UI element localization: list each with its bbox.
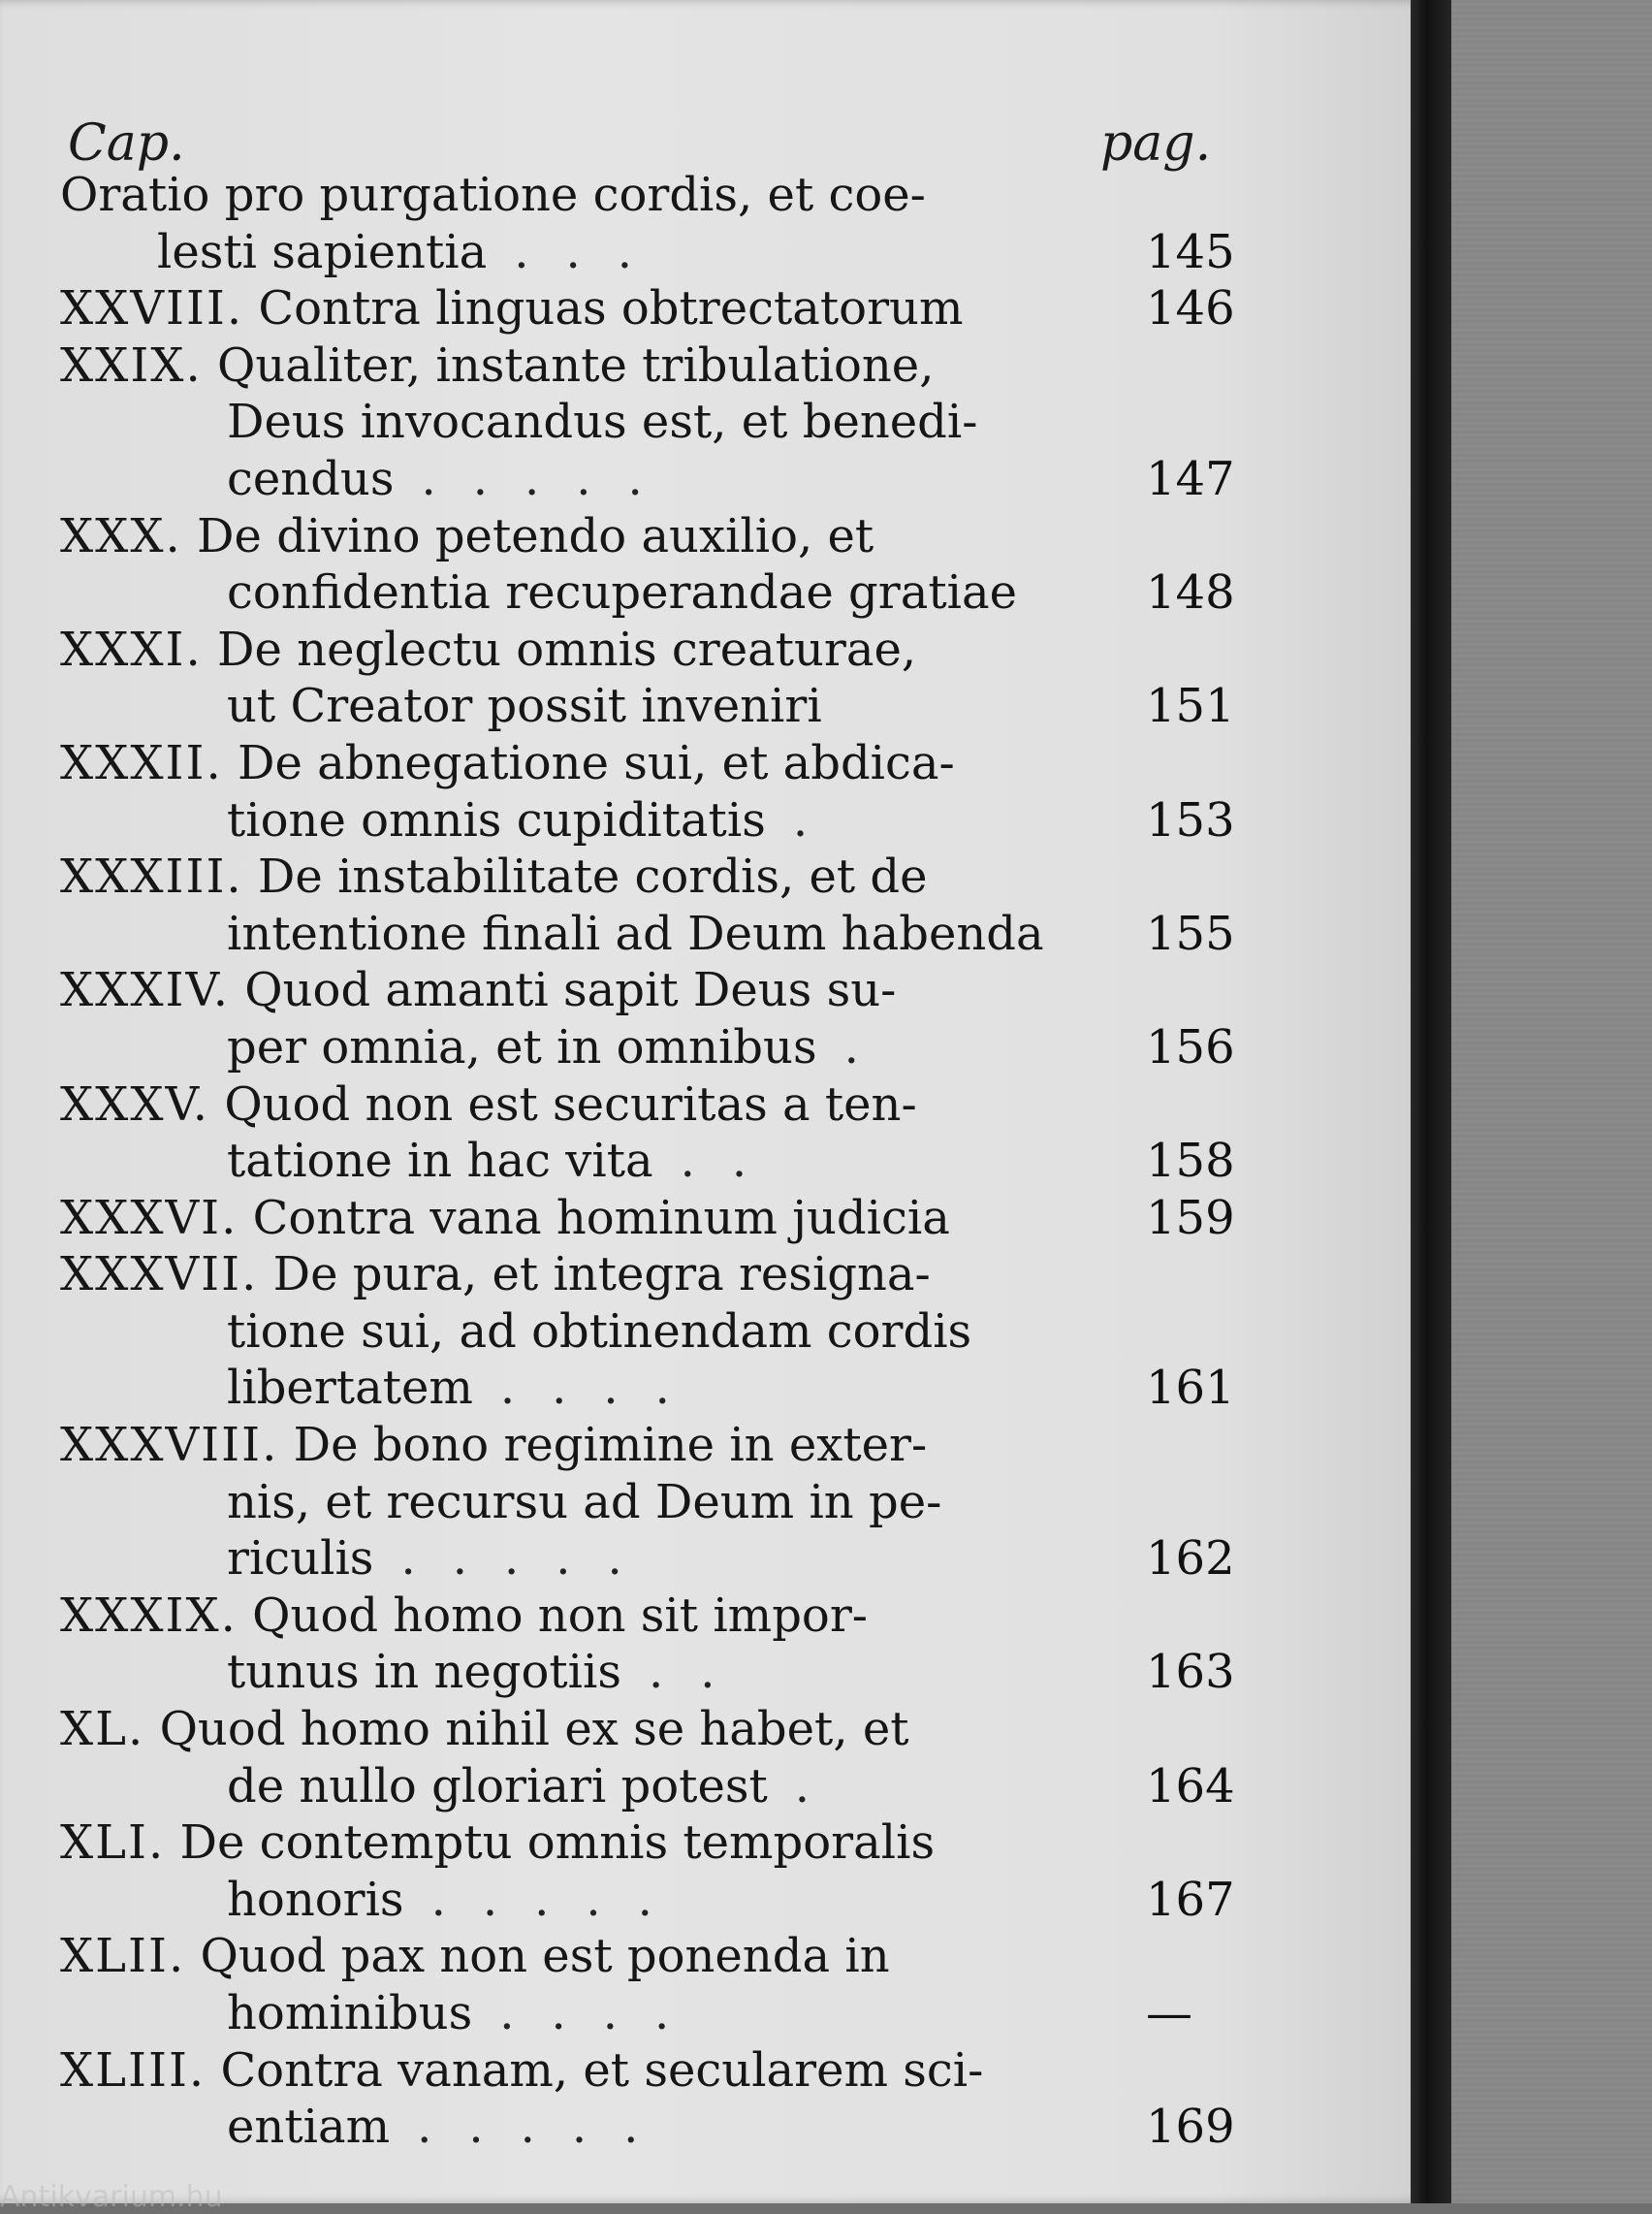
toc-line: [60, 735, 1233, 792]
book-spine: [1411, 0, 1451, 2203]
chapter-number: XXXV.: [60, 1076, 210, 1132]
leader-dots: .....: [417, 2100, 676, 2155]
toc-line: [60, 1360, 1233, 1417]
chapter-title: entiam: [227, 2100, 391, 2155]
toc-line: [60, 1246, 1233, 1303]
chapter-title: intentione finali ad Deum habenda: [227, 906, 1044, 961]
page-number: 147: [1146, 451, 1235, 506]
page-number: 158: [1146, 1134, 1235, 1189]
leader-dots: .: [792, 792, 845, 848]
chapter-title: De pura, et integra resigna-: [272, 1247, 931, 1302]
chapter-title: Deus invocandus est, et benedi-: [227, 395, 978, 450]
toc-line: [60, 1133, 1233, 1190]
toc-line: [60, 451, 1233, 508]
chapter-number: XXVIII.: [60, 281, 244, 337]
cover-cloth: [1451, 0, 1652, 2203]
toc-line: [60, 622, 1233, 679]
leader-dots: .: [843, 1019, 896, 1075]
toc-line: [60, 1076, 1233, 1134]
leader-dots: ..: [680, 1134, 784, 1189]
toc-line: [60, 1928, 1233, 1985]
cap-column-label: Cap.: [68, 114, 185, 173]
chapter-number: XXXIV.: [60, 963, 231, 1018]
chapter-number: XLII.: [60, 1929, 186, 1984]
chapter-title: tatione in hac vita: [227, 1134, 653, 1189]
toc-line: [60, 1417, 1233, 1474]
page-number: 164: [1146, 1758, 1235, 1813]
page-number: 159: [1146, 1190, 1235, 1245]
chapter-title: de nullo gloriari potest: [227, 1758, 768, 1813]
chapter-title: Contra vanam, et secularem sci-: [220, 2042, 984, 2098]
chapter-title: cendus: [227, 451, 395, 506]
toc-line: [60, 337, 1233, 395]
chapter-number: XXXII.: [60, 735, 223, 790]
page-number: 148: [1146, 565, 1235, 621]
toc-line: [60, 849, 1233, 906]
page-number: 153: [1146, 792, 1235, 848]
chapter-number: XXXVI.: [60, 1190, 238, 1245]
chapter-title: riculis: [227, 1531, 374, 1587]
chapter-number: XLI.: [60, 1815, 166, 1871]
chapter-title: Qualiter, instante tribulatione,: [217, 337, 935, 393]
chapter-title: per omnia, et in omnibus: [227, 1019, 817, 1075]
pag-column-label: pag.: [1100, 114, 1212, 173]
chapter-title: Quod homo non sit impor-: [252, 1588, 868, 1643]
chapter-title: tione omnis cupiditatis: [227, 792, 766, 848]
toc-line: [60, 564, 1233, 622]
chapter-title: Oratio pro purgatione cordis, et coe-: [60, 168, 926, 222]
toc-line: [60, 1985, 1233, 2042]
page-number: 156: [1146, 1019, 1235, 1075]
toc-line: [60, 1644, 1233, 1701]
toc-line: [60, 962, 1233, 1019]
leader-dots: .....: [421, 451, 680, 506]
chapter-number: XXXVII.: [60, 1247, 259, 1302]
toc-line: [60, 167, 1233, 224]
chapter-title: libertatem: [227, 1361, 473, 1416]
chapter-number: XL.: [60, 1702, 145, 1757]
toc-line: [60, 1474, 1233, 1531]
page-number: 151: [1146, 679, 1235, 734]
chapter-title: tunus in negotiis: [227, 1645, 622, 1700]
chapter-title: Quod amanti sapit Deus su-: [244, 963, 897, 1018]
watermark: Antikvarium.hu: [0, 2180, 223, 2214]
chapter-number: XXXIX.: [60, 1588, 238, 1643]
toc-line: [60, 2042, 1233, 2100]
page-number: 161: [1146, 1361, 1235, 1416]
page-number: 146: [1146, 281, 1235, 337]
toc-line: [60, 1758, 1233, 1815]
chapter-title: De neglectu omnis creaturae,: [217, 622, 917, 677]
chapter-number: XXXI.: [60, 622, 203, 677]
chapter-title: hominibus: [227, 1986, 473, 2040]
toc-line: [60, 1814, 1233, 1872]
leader-dots: ....: [499, 1986, 707, 2040]
toc-line: [60, 224, 1233, 281]
chapter-title: De contemptu omnis temporalis: [179, 1815, 936, 1871]
chapter-number: XXX.: [60, 508, 182, 563]
page-number: 167: [1146, 1872, 1235, 1927]
toc-line: [60, 1530, 1233, 1588]
chapter-title: De bono regimine in exter-: [293, 1418, 928, 1473]
leader-dots: .....: [430, 1872, 689, 1927]
toc-line: [60, 678, 1233, 735]
toc-line: [60, 1701, 1233, 1758]
toc-line: [60, 394, 1233, 451]
chapter-number: XXXVIII.: [60, 1418, 279, 1473]
chapter-title: Quod pax non est ponenda in: [200, 1929, 890, 1984]
chapter-title: confidentia recuperandae gratiae: [227, 565, 1017, 621]
toc-line: [60, 280, 1233, 337]
toc-line: [60, 1019, 1233, 1076]
chapter-title: De divino petendo auxilio, et: [197, 508, 874, 563]
chapter-title: Contra vana hominum judicia: [252, 1190, 950, 1245]
page-number: 155: [1146, 906, 1235, 961]
chapter-title: nis, et recursu ad Deum in pe-: [227, 1474, 942, 1529]
toc-line: [60, 1588, 1233, 1645]
toc-line: [60, 1190, 1233, 1247]
chapter-number: XXIX.: [60, 337, 203, 393]
chapter-title: De abnegatione sui, et abdica-: [237, 735, 955, 790]
page-number: 163: [1146, 1645, 1235, 1700]
page-number: —: [1146, 1986, 1192, 2040]
chapter-title: Quod non est securitas a ten-: [224, 1076, 917, 1132]
leader-dots: ...: [514, 224, 669, 279]
chapter-title: lesti sapientia: [157, 224, 488, 279]
toc-line: [60, 1872, 1233, 1929]
chapter-title: ut Creator possit inveniri: [227, 679, 822, 734]
toc-line: [60, 508, 1233, 565]
chapter-title: honoris: [227, 1872, 404, 1927]
toc-line: [60, 792, 1233, 850]
toc-line: [60, 1303, 1233, 1361]
page-number: 162: [1146, 1531, 1235, 1587]
toc-line: [60, 906, 1233, 963]
chapter-title: Quod homo nihil ex se habet, et: [159, 1702, 909, 1757]
chapter-title: tione sui, ad obtinendam cordis: [227, 1303, 972, 1359]
leader-dots: ....: [499, 1361, 707, 1416]
chapter-title: De instabilitate cordis, et de: [257, 850, 928, 905]
chapter-title: Contra linguas obtrectatorum: [258, 281, 964, 337]
chapter-number: XXXIII.: [60, 850, 243, 905]
leader-dots: .: [794, 1758, 847, 1813]
table-of-contents: [60, 167, 1233, 2156]
chapter-number: XLIII.: [60, 2042, 206, 2098]
leader-dots: .....: [400, 1531, 659, 1587]
page-number: 145: [1146, 224, 1235, 279]
page-number: 169: [1146, 2100, 1235, 2155]
toc-line: [60, 2099, 1233, 2156]
leader-dots: ..: [649, 1645, 752, 1700]
